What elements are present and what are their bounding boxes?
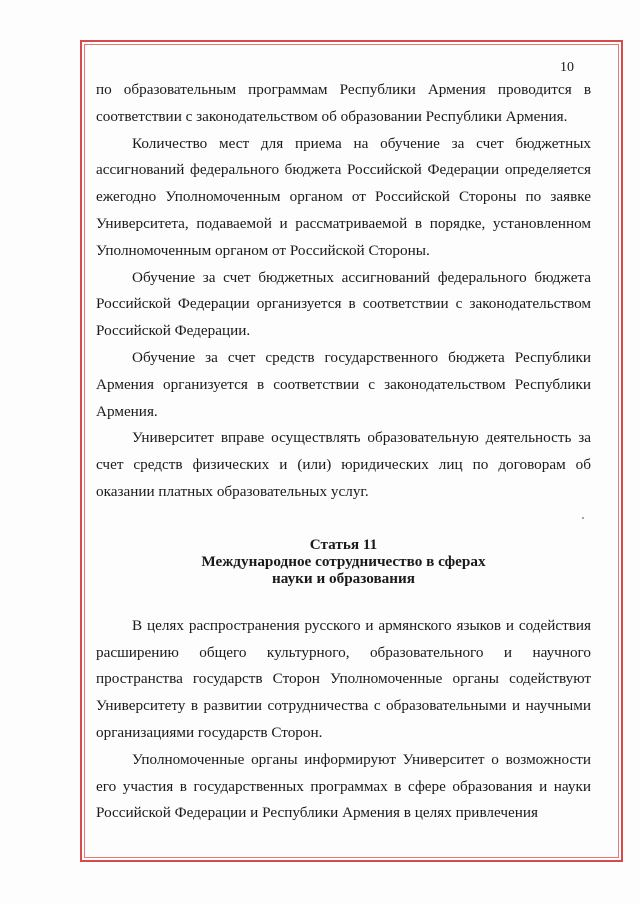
paragraph: Уполномоченные органы информируют Университет о возможности его участия в государственных программах в сфере образования и науки Российской Федерации и Республики Армения в целях привлечения [96, 750, 591, 822]
paragraph: Количество мест для приема на обучение за счет бюджетных ассигнований федерального бюджета Российской Федерации определяется ежегодно Уполномоченным органом от Российской Стороны по заявке Университета, подаваемой и рассматриваемой в порядке, установленном Уполномоченным органом от Российской Стороны. [96, 134, 591, 259]
paragraph: Обучение за счет бюджетных ассигнований федерального бюджета Российской Федерации организуется в соответствии с законодательством Российской Федерации. [96, 268, 591, 340]
article-heading [96, 536, 591, 587]
article-title-line-1: Международное сотрудничество в сферах [201, 552, 486, 570]
paragraph-continuation: по образовательным программам Республики Армения проводится в соответствии с законодательством об образовании Республики Армения. [96, 81, 591, 125]
paragraph: Университет вправе осуществлять образовательную деятельность за счет средств физических и (или) юридических лиц по договорам об оказании платных образовательных услуг. [96, 429, 591, 500]
article-title-line-2: науки и образования [272, 569, 415, 587]
paragraph: В целях распространения русского и армянского языков и содействия расширению общего культурного, образовательного и научного пространства государств Сторон Уполномоченные органы содействуют Университету в развитии сотрудничества с образовательными и научными организациями государств Сторон. [96, 616, 591, 741]
article-number: Статья 11 [309, 535, 378, 553]
scan-speck [582, 517, 584, 519]
page-number: 10 [560, 60, 574, 75]
paragraph: Обучение за счет средств государственного бюджета Республики Армения организуется в соответствии с законодательством Республики Армения. [96, 348, 591, 420]
document-body [96, 77, 591, 827]
